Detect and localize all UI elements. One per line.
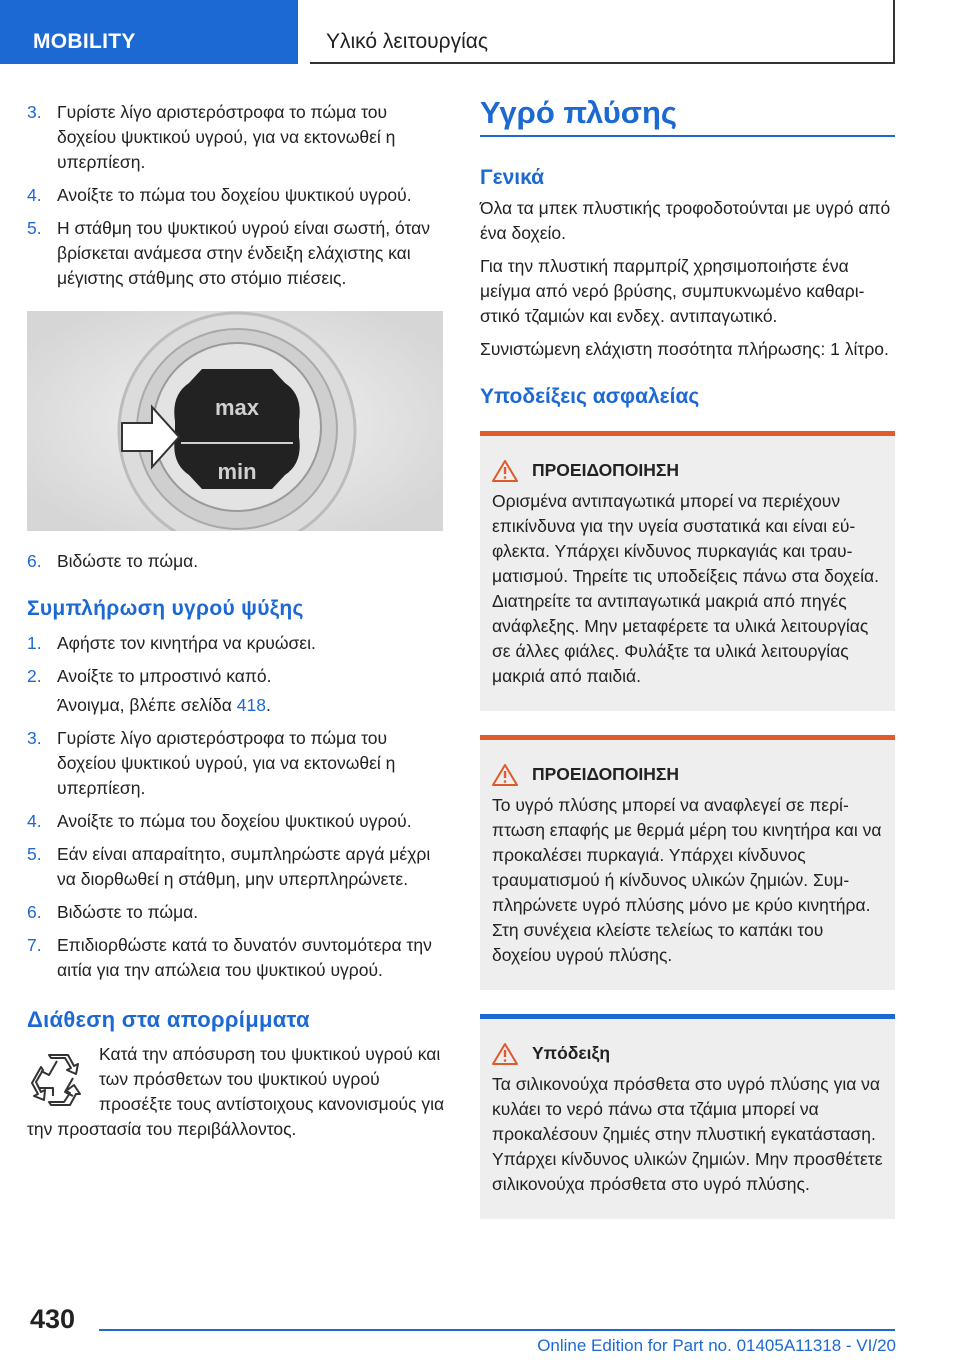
- list-item: [27, 183, 447, 208]
- section-title: Υγρό πλύσης: [480, 100, 895, 137]
- list-item: [27, 216, 447, 291]
- step-text: Γυρίστε λίγο αριστερόστροφα το πώμα του δοχείου ψυκτικού υγρού, για να εκτονωθεί η υπερπίεση.: [57, 102, 396, 172]
- min-mark: min: [217, 459, 257, 484]
- list-item: [27, 809, 447, 834]
- step-number: 5.: [27, 844, 42, 864]
- right-column: [480, 95, 895, 1219]
- note-label: Υπόδειξη: [532, 1043, 611, 1063]
- page-number: 430: [30, 1304, 76, 1334]
- warning-text: Ορισμένα αντιπαγωτικά μπορεί να περιέχουν επικίνδυνα για την υγεία συστατικά και είναι εύφλεκτα. Υπάρχει κίνδυνος πυρκαγιάς και τραυματισμού. Τηρείτε τις υποδείξεις πάνω στα δοχεία. Διατηρείτε τα αντιπαγωτικά μακριά από πηγές ανάφλεξης. Μην μεταφέρετε τα υλικά λειτουργίας σε άλλες φιάλες. Φυλάξτε τα υλικά λειτουργίας μακριά από παιδιά.: [492, 491, 879, 686]
- step-number: 6.: [27, 551, 42, 571]
- list-item: [27, 900, 447, 925]
- warning-box: [480, 735, 895, 990]
- page-reference: [57, 693, 447, 718]
- step-text: Η στάθμη του ψυκτικού υγρού είναι σωστή, όταν βρίσκεται ανάμεσα στην ένδειξη ελάχιστης και μέγιστης στάθμης στο στόμιο πιέσεις.: [57, 218, 431, 288]
- step-number: 6.: [27, 902, 42, 922]
- step-text: Ανοίξτε το μπροστινό καπό.: [57, 666, 272, 686]
- list-item: [27, 549, 447, 574]
- steps-list-a: [27, 100, 447, 291]
- step-number: 2.: [27, 666, 42, 686]
- step-text: Γυρίστε λίγο αριστερόστροφα το πώμα του δοχείου ψυκτικού υγρού, για να εκτονωθεί η υπερπίεση.: [57, 728, 396, 798]
- general-paragraph: Όλα τα μπεκ πλυστικής τροφοδοτούνται με υγρό από ένα δοχείο.: [480, 198, 891, 243]
- section-tab[interactable]: MOBILITY: [0, 0, 298, 64]
- chapter-title: Υλικό λειτουργίας: [310, 0, 895, 64]
- recycle-icon: [27, 1048, 89, 1110]
- general-paragraph: Συνιστώμενη ελάχιστη ποσότητα πλήρωσης: 1 λίτρο.: [480, 339, 889, 359]
- disposal-text: Κατά την απόσυρση του ψυκτικού υγρού και των πρόσθετων του ψυκτικού υγρού προσέξτε τους αντίστοιχους κανονισμούς για την προστασία του περιβάλλοντος.: [27, 1044, 445, 1139]
- step-number: 7.: [27, 935, 42, 955]
- note-box: [480, 1014, 895, 1219]
- warning-triangle-icon: [492, 1042, 518, 1066]
- list-item: [27, 664, 447, 689]
- warning-text: Το υγρό πλύσης μπορεί να αναφλεγεί σε περίπτωση επαφής με θερμά μέρη του κινητήρα και να προκαλέσει πυρκαγιά. Υπάρχει κίνδυνος τραυματισμού ή κίνδυνος υλικών ζημιών. Συμπληρώνετε υγρό πλύσης μόνο με κρύο κινητήρα. Στη συνέχεια κλείστε τελείως το καπάκι του δοχείου υγρού πλύσης.: [492, 795, 882, 965]
- note-header: [492, 1041, 883, 1066]
- max-mark: max: [214, 395, 260, 420]
- step-text: Ανοίξτε το πώμα του δοχείου ψυκτικού υγρού.: [57, 811, 412, 831]
- list-item: [27, 842, 447, 892]
- disposal-heading: Διάθεση στα απορρίμματα: [27, 1007, 310, 1032]
- warning-label: ΠΡΟΕΙΔΟΠΟΙΗΣΗ: [532, 460, 680, 480]
- step-text: Αφήστε τον κινητήρα να κρυώσει.: [57, 633, 316, 653]
- page-link[interactable]: 418: [236, 695, 266, 715]
- footer-rule: [99, 1329, 895, 1331]
- list-item: [27, 631, 447, 656]
- general-heading: Γενικά: [480, 166, 545, 189]
- step-number: 3.: [27, 728, 42, 748]
- reference-end: .: [265, 695, 271, 715]
- warning-header: [492, 458, 883, 483]
- general-paragraph: Για την πλυστική παρμπρίζ χρησιμοποιήστε ένα μείγμα από νερό βρύσης, συμπυκνωμένο καθαριστικό τζαμιών και ενδεχ. αντιπαγωτικό.: [480, 256, 865, 326]
- fill-heading: Συμπλήρωση υγρού ψύξης: [27, 597, 304, 620]
- warning-label: ΠΡΟΕΙΔΟΠΟΙΗΣΗ: [532, 764, 680, 784]
- reference-text: Άνοιγμα, βλέπε σελίδα: [57, 695, 237, 715]
- note-text: Τα σιλικονούχα πρόσθετα στο υγρό πλύσης για να κυλάει το νερό πάνω στα τζάμια μπορεί να προκαλέσουν ζημιές στην πλυστική εγκατάσταση. Υπάρχει κίνδυνος υλικών ζημιών. Μην προσθέτετε σιλικονούχα πρόσθετα στο υγρό πλύσης.: [492, 1074, 883, 1194]
- warning-box: [480, 431, 895, 711]
- fill-steps-list: [27, 631, 447, 983]
- disposal-block: [27, 1042, 447, 1142]
- step-text: Επιδιορθώστε κατά το δυνατόν συντομότερα την αιτία για την απώλεια του ψυκτικού υγρού.: [57, 935, 432, 980]
- safety-heading: Υποδείξεις ασφαλείας: [480, 385, 700, 408]
- step-number: 3.: [27, 102, 42, 122]
- step-text: Βιδώστε το πώμα.: [57, 902, 199, 922]
- edition-text: Online Edition for Part no. 01405A11318 - VI/20: [537, 1336, 896, 1355]
- list-item: [27, 933, 447, 983]
- step-number: 4.: [27, 811, 42, 831]
- warning-triangle-icon: [492, 763, 518, 787]
- step-number: 4.: [27, 185, 42, 205]
- step-number: 1.: [27, 633, 42, 653]
- warning-triangle-icon: [492, 459, 518, 483]
- list-item: [27, 100, 447, 175]
- coolant-cap-image: [27, 311, 443, 531]
- step-text: Βιδώστε το πώμα.: [57, 551, 199, 571]
- list-item: [27, 726, 447, 801]
- warning-header: [492, 762, 883, 787]
- step-text: Ανοίξτε το πώμα του δοχείου ψυκτικού υγρού.: [57, 185, 412, 205]
- step-text: Εάν είναι απαραίτητο, συμπληρώστε αργά μέχρι να διορθωθεί η στάθμη, μην υπερπληρώνετε.: [57, 844, 431, 889]
- left-column: [27, 100, 447, 1142]
- step-number: 5.: [27, 218, 42, 238]
